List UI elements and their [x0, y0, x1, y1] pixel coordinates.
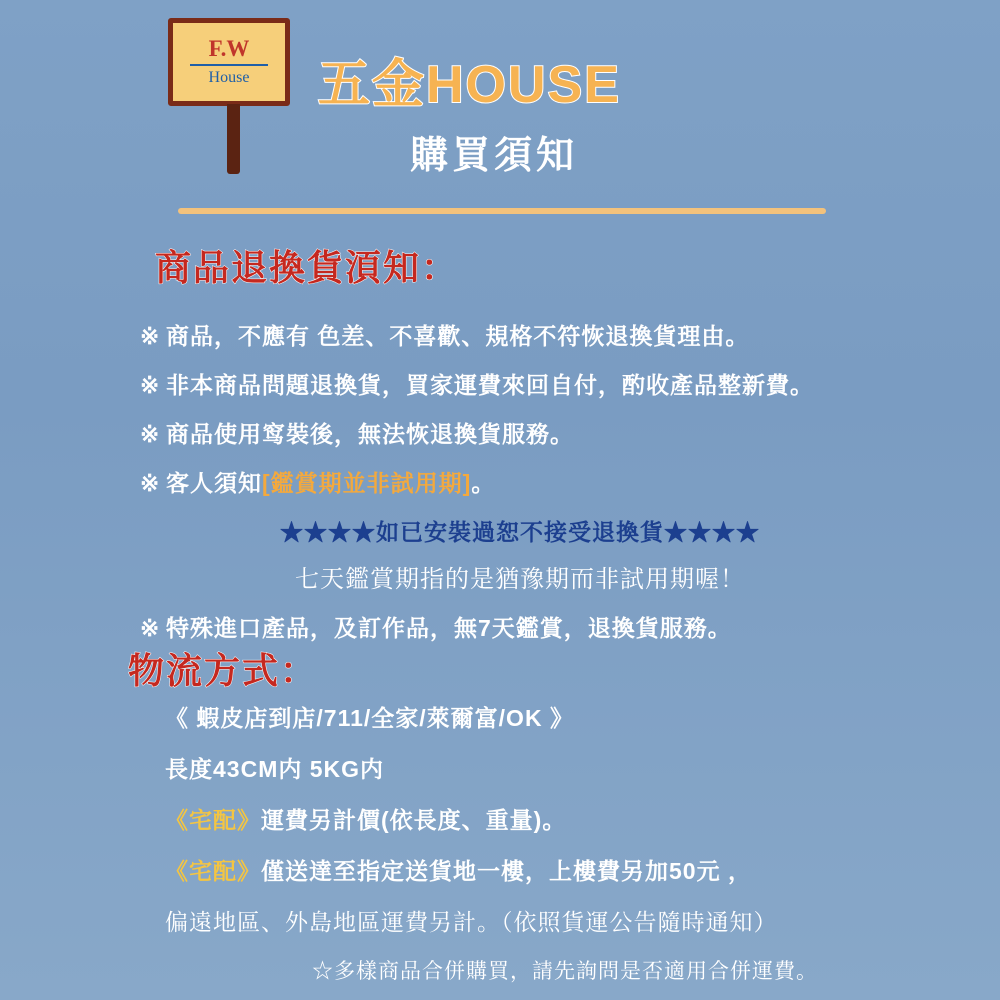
list-item [140, 416, 900, 449]
shipping-size-limit: 長度43CM内 5KG内 [165, 756, 385, 782]
shipping-channels: 《 蝦皮店到店/711/全家/萊爾富/OK 》 [165, 705, 574, 731]
notice-highlight-text: [鑑賞期並非試用期] [262, 470, 472, 496]
shipping-footer-note: ☆多樣商品合併購買，請先詢問是否適用合併運費。 [312, 960, 818, 983]
list-item-notice [140, 465, 900, 498]
home-delivery-tag: 《宅配》 [165, 858, 261, 884]
shipping-section-title: 物流方式： [128, 650, 319, 691]
header-divider [178, 208, 826, 214]
bullet-mark-icon: ※ [140, 470, 161, 496]
notice-suffix-text: 。 [471, 470, 496, 496]
list-item [140, 318, 900, 351]
home-delivery-tag: 《宅配》 [165, 807, 261, 833]
shipping-home-delivery-text: 僅送達至指定送貨地一樓，上樓費另加50元 ， [261, 858, 752, 884]
list-item-text: 非本商品問題退換貨，買家運費來回自付，酌收產品整新費。 [166, 372, 814, 398]
shipping-home-fee-text: 運費另計價(依長度、重量)。 [261, 807, 567, 833]
brand-title: 五金HOUSE [318, 56, 621, 114]
stars-warning-line: ★★★★如已安裝過恕不接受退換貨★★★★ [280, 519, 760, 545]
bullet-mark-icon: ※ [140, 615, 161, 641]
header [0, 0, 1000, 200]
page-subtitle: 購買須知 [410, 135, 579, 177]
explanation-line: 七天鑑賞期指的是猶豫期而非試用期喔！ [295, 566, 745, 593]
list-item-text: 商品，不應有 色差、不喜歡、規格不符恢退換貨理由。 [166, 323, 750, 349]
sign-divider [190, 64, 268, 66]
bullet-mark-icon: ※ [140, 323, 161, 349]
shipping-list [165, 700, 965, 985]
returns-list [140, 318, 900, 659]
bullet-mark-icon: ※ [140, 421, 161, 447]
shop-sign-icon [168, 18, 290, 106]
list-item [140, 610, 900, 643]
sign-fw-text: F.W [208, 35, 250, 61]
sign-house-text: House [208, 69, 250, 87]
returns-section-title: 商品退換貨湏知： [155, 247, 460, 288]
sign-post-icon [227, 104, 240, 174]
list-item-text: 商品使用窎裝後，無法恢退換貨服務。 [166, 421, 574, 447]
shipping-home-fee [165, 802, 965, 835]
shipping-home-delivery-note [165, 853, 965, 886]
list-item [140, 367, 900, 400]
bullet-mark-icon: ※ [140, 372, 161, 398]
list-item-text: 特殊進口產品，及訂作品，無7天鑑賞，退換貨服務。 [166, 615, 732, 641]
notice-prefix-text: 客人須知 [166, 470, 262, 496]
shipping-remote-area-note: 偏遠地區、外島地區運費另計。（依照貨運公告隨時通知） [165, 909, 778, 935]
